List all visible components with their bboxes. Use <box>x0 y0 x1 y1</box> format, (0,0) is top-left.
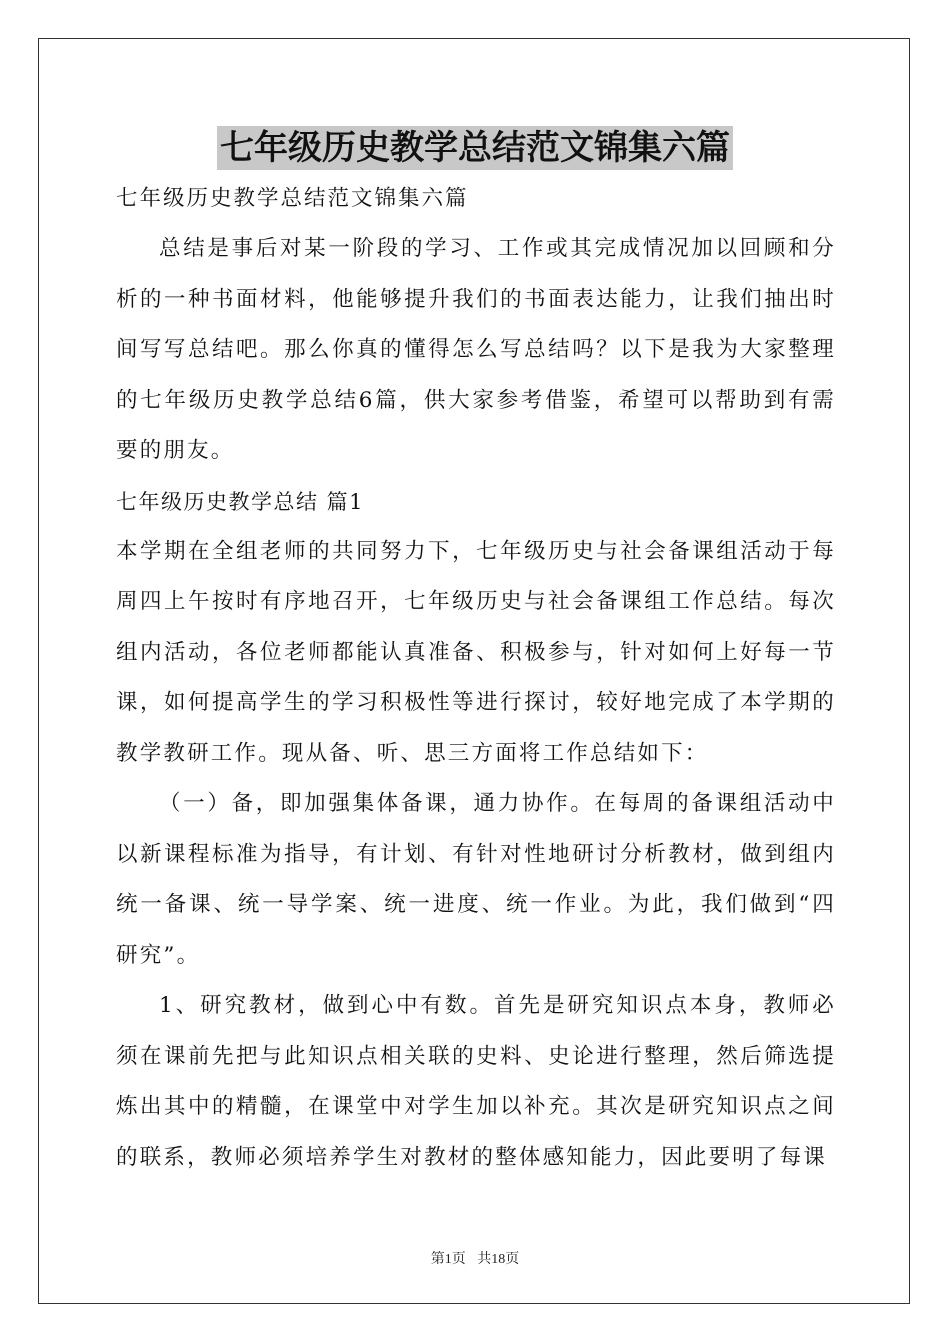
intro-paragraph: 总结是事后对某一阶段的学习、工作或其完成情况加以回顾和分析的一种书面材料，他能够提升我们的书面表达能力，让我们抽出时间写写总结吧。那么你真的懂得怎么写总结吗？以下是我为大家整理的七年级历史教学总结6篇，供大家参考借鉴，希望可以帮助到有需要的朋友。 <box>116 236 836 463</box>
document-subtitle: 七年级历史教学总结范文锦集六篇 <box>116 186 469 211</box>
section-heading: 七年级历史教学总结 篇1 <box>116 489 365 514</box>
document-title: 七年级历史教学总结范文锦集六篇 <box>217 126 733 170</box>
section-paragraph-3: 1、研究教材，做到心中有数。首先是研究知识点本身，教师必须在课前先把与此知识点相关联的史料、史论进行整理，然后筛选提炼出其中的精髓，在课堂中对学生加以补充。其次是研究知识点之间的联系，教师必须培养学生对教材的整体感知能力，因此要明了每课 <box>116 993 836 1170</box>
page-footer <box>0 1248 950 1268</box>
page-total: 共18页 <box>477 1252 520 1267</box>
section-paragraph-1: 本学期在全组老师的共同努力下，七年级历史与社会备课组活动于每周四上午按时有序地召开，七年级历史与社会备课组工作总结。每次组内活动，各位老师都能认真准备、积极参与，针对如何上好每一节课，如何提高学生的学习积极性等进行探讨，较好地完成了本学期的教学教研工作。现从备、听、思三方面将工作总结如下： <box>116 538 836 766</box>
title-container <box>0 126 950 170</box>
section-paragraph-2: （一）备，即加强集体备课，通力协作。在每周的备课组活动中以新课程标准为指导，有计划、有针对性地研讨分析教材，做到组内统一备课、统一导学案、统一进度、统一作业。为此，我们做到“四研究”。 <box>116 791 836 968</box>
page-number: 第1页 <box>430 1252 466 1267</box>
document-body <box>116 174 836 1183</box>
